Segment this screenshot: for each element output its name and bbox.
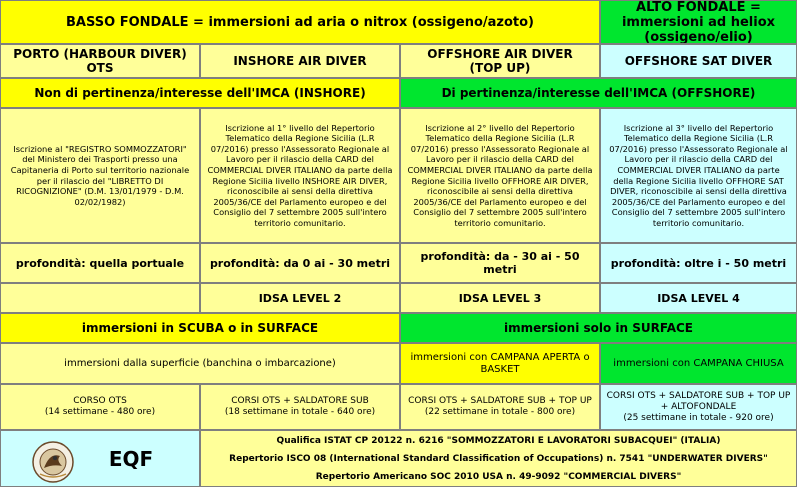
depth-porto — [0, 243, 200, 283]
mode-surface-only — [400, 313, 797, 343]
category-offshore — [400, 44, 600, 78]
mode-surface-only-text: immersioni solo in SURFACE — [503, 321, 693, 335]
method-superficie — [0, 343, 400, 384]
depth-porto-text: profondità: quella portuale — [15, 256, 185, 270]
depth-sat-text: profondità: oltre i - 50 metri — [610, 256, 787, 270]
registration-sat-text: Iscrizione al 3° livello del Repertorio Telematico della Regione Sicilia (L.R 07/2016) presso l'Assessorato Regionale al Lavoro per il rilascio della CARD del COMMERCIAL DIVER ITALIANO da parte della Regione Sicilia livello OFFHORE SAT DIVER, riconoscibile ai sensi della direttiva 2005/36/CE del Parlamento europeo e del Consiglio del 7 settembre 2005 sull'intero territorio comunitario. — [609, 122, 788, 228]
method-campana-aperta — [400, 343, 600, 384]
imca-offshore-text: Di pertinenza/interesse dell'IMCA (OFFSHORE) — [441, 86, 756, 100]
idsa-offshore — [400, 283, 600, 313]
eqf-label: EQF — [108, 446, 154, 471]
seal-logo-icon — [26, 440, 84, 484]
depth-inshore — [200, 243, 400, 283]
depth-offshore-text: profondità: da - 30 ai - 50 metri — [420, 250, 580, 276]
idsa-offshore-text: IDSA LEVEL 3 — [458, 291, 542, 305]
depth-inshore-text: profondità: da 0 ai - 30 metri — [209, 256, 391, 270]
depth-sat — [600, 243, 797, 283]
registration-porto-text: Iscrizione al "REGISTRO SOMMOZZATORI" del Ministero dei Trasporti presso una Capitaneria di Porto sul territorio nazionale per il rilascio del "LIBRETTO DI RICOGNIZIONE" (D.M. 13/01/1979 - D.M. 02/02/1982) — [10, 143, 190, 207]
category-inshore-text: INSHORE AIR DIVER — [233, 54, 367, 68]
course-sat-line2: + ALTOFONDALE — [660, 401, 737, 412]
method-superficie-text: immersioni dalla superficie (banchina o imbarcazione) — [64, 357, 336, 369]
isco-reference: Repertorio ISCO 08 (International Standard Classification of Occupations) n. 7541 "UNDERWATER DIVERS" — [229, 453, 768, 464]
method-campana-chiusa-text: immersioni con CAMPANA CHIUSA — [613, 357, 784, 369]
course-sat — [600, 384, 797, 430]
category-sat-text: OFFSHORE SAT DIVER — [624, 54, 773, 68]
istat-reference: Qualifica ISTAT CP 20122 n. 6216 "SOMMOZZATORI E LAVORATORI SUBACQUEI" (ITALIA) — [276, 435, 721, 446]
registration-sat — [600, 108, 797, 243]
course-offshore-line1: CORSI OTS + SALDATORE SUB + TOP UP — [408, 396, 592, 406]
course-porto-line2: (14 settimane - 480 ore) — [44, 407, 156, 417]
category-porto — [0, 44, 200, 78]
category-offshore-line2: (TOP UP) — [469, 61, 531, 75]
course-sat-line1: CORSI OTS + SALDATORE SUB + TOP UP — [606, 390, 791, 401]
depth-offshore — [400, 243, 600, 283]
mode-scuba-surface-text: immersioni in SCUBA o in SURFACE — [81, 321, 319, 335]
method-campana-chiusa — [600, 343, 797, 384]
mode-scuba-surface — [0, 313, 400, 343]
registration-offshore — [400, 108, 600, 243]
idsa-inshore-text: IDSA LEVEL 2 — [258, 291, 342, 305]
course-inshore-line2: (18 settimane in totale - 640 ore) — [224, 407, 376, 417]
alto-fondale-text: ALTO FONDALE = immersioni ad heliox (ossigeno/elio) — [621, 0, 776, 44]
imca-offshore — [400, 78, 797, 108]
category-porto-line1: PORTO (HARBOUR DIVER) — [13, 47, 187, 61]
idsa-sat — [600, 283, 797, 313]
category-offshore-line1: OFFSHORE AIR DIVER — [427, 47, 573, 61]
category-inshore — [200, 44, 400, 78]
course-inshore-line1: CORSI OTS + SALDATORE SUB — [231, 396, 369, 406]
course-inshore — [200, 384, 400, 430]
course-porto — [0, 384, 200, 430]
registration-porto — [0, 108, 200, 243]
registration-inshore-text: Iscrizione al 1° livello del Repertorio Telematico della Regione Sicilia (L.R 07/2016) presso l'Assessorato Regionale al Lavoro per il rilascio della CARD del COMMERCIAL DIVER ITALIANO da parte della Regione Sicilia livello INSHORE AIR DIVER, riconoscibile ai sensi della direttiva 2005/36/CE del Parlamento europeo e del Consiglio del 7 settembre 2005 sull'intero territorio comunitario. — [207, 122, 393, 228]
course-offshore-line2: (22 settimane in totale - 800 ore) — [424, 407, 576, 417]
imca-inshore — [0, 78, 400, 108]
idsa-inshore — [200, 283, 400, 313]
registration-offshore-text: Iscrizione al 2° livello del Repertorio Telematico della Regione Sicilia (L.R 07/2016) presso l'Assessorato Regionale al Lavoro per il rilascio della CARD del COMMERCIAL DIVER ITALIANO da parte della Regione Sicilia livello OFFHORE AIR DIVER, riconoscibile ai sensi della direttiva 2005/36/CE del Parlamento europeo e del Consiglio del 7 settembre 2005 sull'intero territorio comunitario. — [407, 122, 593, 228]
method-campana-aperta-text: immersioni con CAMPANA APERTA o BASKET — [410, 351, 590, 375]
soc-reference: Repertorio Americano SOC 2010 USA n. 49-9092 "COMMERCIAL DIVERS" — [315, 471, 682, 482]
idsa-sat-text: IDSA LEVEL 4 — [657, 291, 740, 305]
alto-fondale-header — [600, 0, 797, 44]
idsa-porto — [0, 283, 200, 313]
course-sat-line3: (25 settimane in totale - 920 ore) — [623, 412, 774, 423]
course-offshore — [400, 384, 600, 430]
course-porto-line1: CORSO OTS — [73, 396, 127, 406]
classification-references — [200, 430, 797, 487]
basso-fondale-header — [0, 0, 600, 44]
basso-fondale-text: BASSO FONDALE = immersioni ad aria o nitrox (ossigeno/azoto) — [66, 14, 534, 30]
category-sat — [600, 44, 797, 78]
imca-inshore-text: Non di pertinenza/interesse dell'IMCA (INSHORE) — [34, 86, 366, 100]
category-porto-line2: OTS — [86, 61, 114, 75]
registration-inshore — [200, 108, 400, 243]
